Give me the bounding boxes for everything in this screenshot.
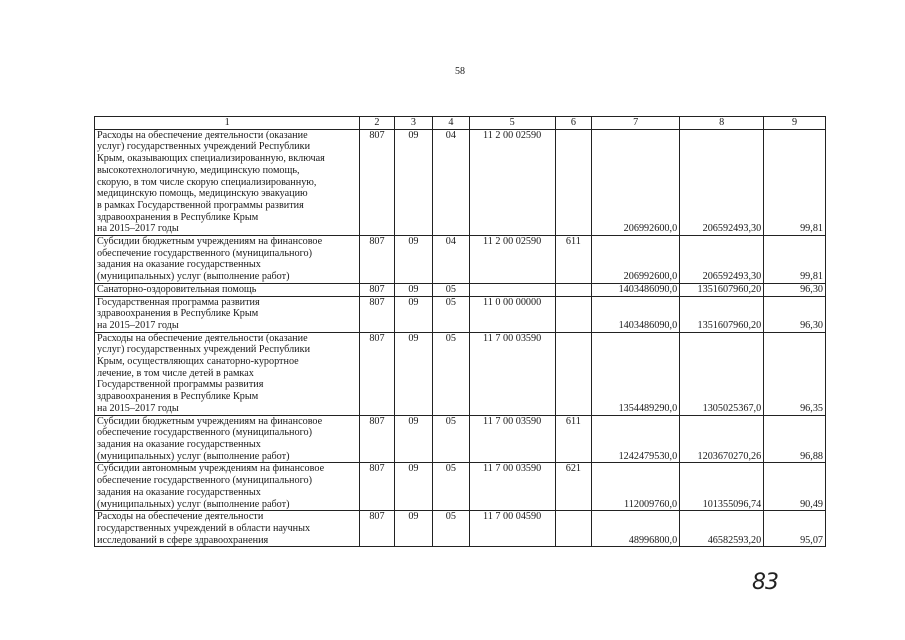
row-description: Субсидии автономным учреждениям на финансовое обеспечение государственного (муниципального) задания на оказание государственных (муниципальных) услуг (выполнение работ) <box>95 463 360 511</box>
ministry-code: 807 <box>360 129 394 235</box>
row-description: Государственная программа развития здравоохранения в Республике Крым на 2015–2017 годы <box>95 296 360 332</box>
planned-amount: 1242479530,0 <box>592 415 680 463</box>
executed-amount: 206592493,30 <box>680 236 764 284</box>
execution-percent: 90,49 <box>764 463 826 511</box>
section-code: 09 <box>394 236 432 284</box>
subsection-code: 05 <box>433 332 469 415</box>
row-description: Расходы на обеспечение деятельности (оказание услуг) государственных учреждений Республики Крым, оказывающих специализированную, включая высокотехнологичную, медицинскую помощь, скорую, в том числе скорую специализированную, медицинскую помощь, медицинскую эвакуацию в рамках Государственной программы развития здравоохранения в Республике Крым на 2015–2017 годы <box>95 129 360 235</box>
section-code: 09 <box>394 283 432 296</box>
ministry-code: 807 <box>360 283 394 296</box>
execution-percent: 99,81 <box>764 236 826 284</box>
row-description: Субсидии бюджетным учреждениям на финансовое обеспечение государственного (муниципального) задания на оказание государственных (муниципальных) услуг (выполнение работ) <box>95 415 360 463</box>
section-code: 09 <box>394 463 432 511</box>
row-description: Расходы на обеспечение деятельности (оказание услуг) государственных учреждений Республики Крым, осуществляющих санаторно-курортное лечение, в том числе детей в рамках Государственной программы развития здравоохранения в Республике Крым на 2015–2017 годы <box>95 332 360 415</box>
expense-type-code <box>555 283 591 296</box>
subsection-code: 05 <box>433 415 469 463</box>
executed-amount: 1351607960,20 <box>680 283 764 296</box>
planned-amount: 112009760,0 <box>592 463 680 511</box>
table-row <box>95 236 826 284</box>
section-code: 09 <box>394 415 432 463</box>
planned-amount: 206992600,0 <box>592 129 680 235</box>
section-code: 09 <box>394 296 432 332</box>
target-article-code: 11 7 00 03590 <box>469 332 555 415</box>
expense-type-code <box>555 332 591 415</box>
target-article-code: 11 2 00 02590 <box>469 129 555 235</box>
target-article-code: 11 7 00 03590 <box>469 415 555 463</box>
table-row <box>95 511 826 547</box>
expense-type-code: 611 <box>555 236 591 284</box>
subsection-code: 05 <box>433 511 469 547</box>
column-header: 2 <box>360 117 394 130</box>
subsection-code: 04 <box>433 129 469 235</box>
ministry-code: 807 <box>360 415 394 463</box>
section-code: 09 <box>394 332 432 415</box>
subsection-code: 05 <box>433 283 469 296</box>
expense-type-code <box>555 296 591 332</box>
executed-amount: 1305025367,0 <box>680 332 764 415</box>
planned-amount: 1403486090,0 <box>592 283 680 296</box>
column-header: 5 <box>469 117 555 130</box>
planned-amount: 1354489290,0 <box>592 332 680 415</box>
subsection-code: 05 <box>433 296 469 332</box>
section-code: 09 <box>394 129 432 235</box>
executed-amount: 101355096,74 <box>680 463 764 511</box>
executed-amount: 46582593,20 <box>680 511 764 547</box>
subsection-code: 04 <box>433 236 469 284</box>
ministry-code: 807 <box>360 511 394 547</box>
execution-percent: 99,81 <box>764 129 826 235</box>
column-header: 6 <box>555 117 591 130</box>
ministry-code: 807 <box>360 296 394 332</box>
column-header: 3 <box>394 117 432 130</box>
column-header: 8 <box>680 117 764 130</box>
handwritten-page-mark: 83 <box>752 570 778 595</box>
subsection-code: 05 <box>433 463 469 511</box>
expense-type-code <box>555 511 591 547</box>
budget-table <box>94 116 826 547</box>
expense-type-code: 621 <box>555 463 591 511</box>
executed-amount: 1203670270,26 <box>680 415 764 463</box>
execution-percent: 96,30 <box>764 283 826 296</box>
execution-percent: 96,88 <box>764 415 826 463</box>
page-number: 58 <box>455 66 465 77</box>
ministry-code: 807 <box>360 332 394 415</box>
column-header: 4 <box>433 117 469 130</box>
planned-amount: 1403486090,0 <box>592 296 680 332</box>
table-row <box>95 129 826 235</box>
execution-percent: 95,07 <box>764 511 826 547</box>
row-description: Субсидии бюджетным учреждениям на финансовое обеспечение государственного (муниципального) задания на оказание государственных (муниципальных) услуг (выполнение работ) <box>95 236 360 284</box>
table-header-row <box>95 117 826 130</box>
table-row <box>95 463 826 511</box>
planned-amount: 206992600,0 <box>592 236 680 284</box>
table-row <box>95 296 826 332</box>
ministry-code: 807 <box>360 236 394 284</box>
expense-type-code: 611 <box>555 415 591 463</box>
row-description: Расходы на обеспечение деятельности государственных учреждений в области научных исследований в сфере здравоохранения <box>95 511 360 547</box>
target-article-code: 11 7 00 03590 <box>469 463 555 511</box>
target-article-code <box>469 283 555 296</box>
column-header: 7 <box>592 117 680 130</box>
section-code: 09 <box>394 511 432 547</box>
column-header: 1 <box>95 117 360 130</box>
column-header: 9 <box>764 117 826 130</box>
table-row <box>95 283 826 296</box>
target-article-code: 11 2 00 02590 <box>469 236 555 284</box>
executed-amount: 1351607960,20 <box>680 296 764 332</box>
execution-percent: 96,30 <box>764 296 826 332</box>
table-row <box>95 415 826 463</box>
target-article-code: 11 0 00 00000 <box>469 296 555 332</box>
target-article-code: 11 7 00 04590 <box>469 511 555 547</box>
executed-amount: 206592493,30 <box>680 129 764 235</box>
execution-percent: 96,35 <box>764 332 826 415</box>
row-description: Санаторно-оздоровительная помощь <box>95 283 360 296</box>
ministry-code: 807 <box>360 463 394 511</box>
table-row <box>95 332 826 415</box>
expense-type-code <box>555 129 591 235</box>
planned-amount: 48996800,0 <box>592 511 680 547</box>
